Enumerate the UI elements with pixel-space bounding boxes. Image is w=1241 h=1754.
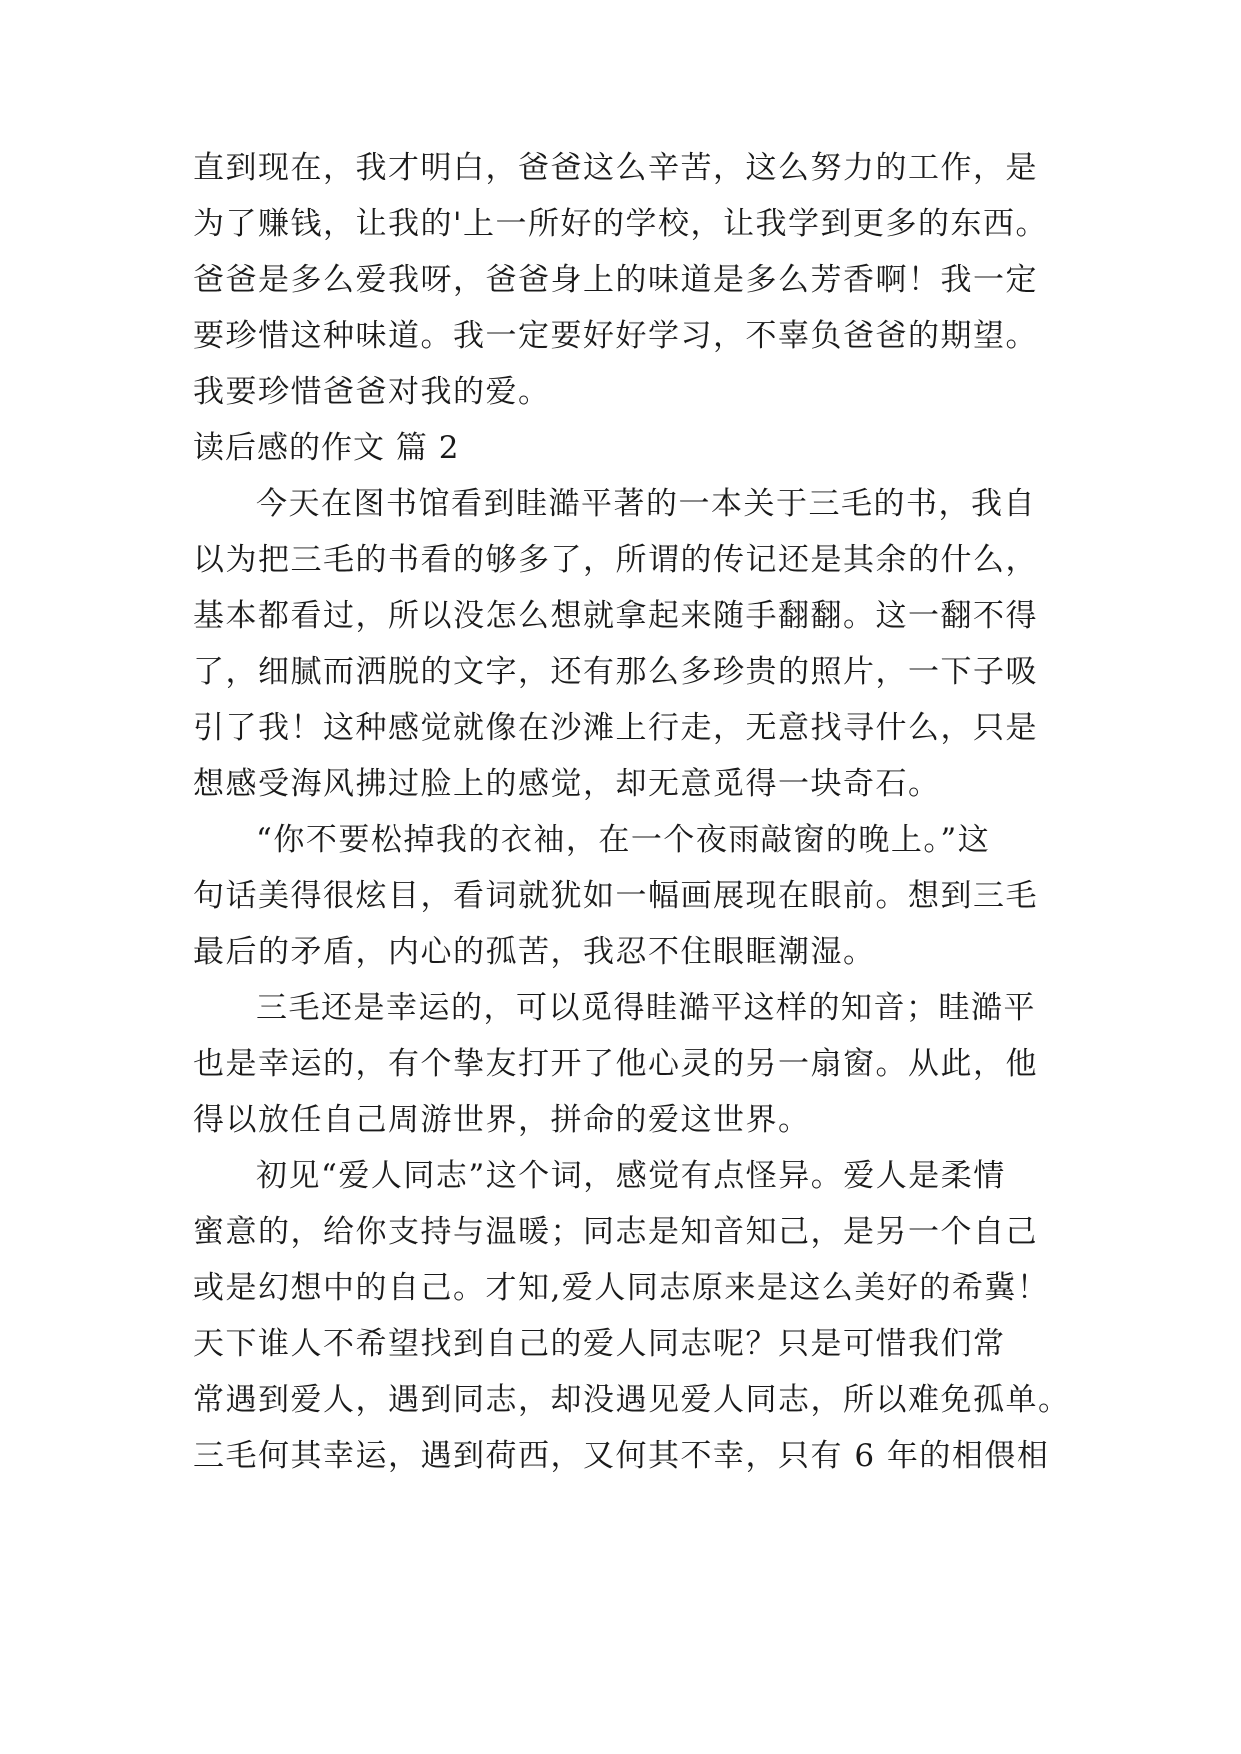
- paragraph-line: 初见“爱人同志”这个词，感觉有点怪异。爱人是柔情: [256, 1158, 1006, 1194]
- paragraph-line: 爸爸是多么爱我呀，爸爸身上的味道是多么芳香啊！我一定: [193, 262, 1038, 298]
- paragraph-line: 得以放任自己周游世界，拼命的爱这世界。: [193, 1102, 811, 1138]
- paragraph-line: 蜜意的，给你支持与温暖；同志是知音知己，是另一个自己: [193, 1214, 1038, 1250]
- paragraph-line: 引了我！这种感觉就像在沙滩上行走，无意找寻什么，只是: [193, 710, 1038, 746]
- paragraph-line: 了，细腻而洒脱的文字，还有那么多珍贵的照片，一下子吸: [193, 654, 1038, 690]
- paragraph-line: 三毛何其幸运，遇到荷西，又何其不幸，只有 6 年的相偎相: [193, 1438, 1050, 1474]
- paragraph-line: 基本都看过，所以没怎么想就拿起来随手翻翻。这一翻不得: [193, 598, 1038, 634]
- paragraph-line: 也是幸运的，有个挚友打开了他心灵的另一扇窗。从此，他: [193, 1046, 1038, 1082]
- section-heading: 读后感的作文 篇 2: [193, 430, 460, 466]
- paragraph-line: 我要珍惜爸爸对我的爱。: [193, 374, 551, 410]
- paragraph-line: 以为把三毛的书看的够多了，所谓的传记还是其余的什么，: [193, 542, 1038, 578]
- paragraph-line: 今天在图书馆看到眭澔平著的一本关于三毛的书，我自: [256, 486, 1036, 522]
- paragraph-line: 直到现在，我才明白，爸爸这么辛苦，这么努力的工作，是: [193, 150, 1038, 186]
- paragraph-line: “你不要松掉我的衣袖，在一个夜雨敲窗的晚上。”这: [256, 822, 991, 858]
- paragraph-line: 天下谁人不希望找到自己的爱人同志呢？只是可惜我们常: [193, 1326, 1006, 1362]
- paragraph-line: 常遇到爱人，遇到同志，却没遇见爱人同志，所以难免孤单。: [193, 1382, 1071, 1418]
- paragraph-line: 句话美得很炫目，看词就犹如一幅画展现在眼前。想到三毛: [193, 878, 1038, 914]
- paragraph-line: 三毛还是幸运的，可以觅得眭澔平这样的知音；眭澔平: [256, 990, 1036, 1026]
- paragraph-line: 想感受海风拂过脸上的感觉，却无意觅得一块奇石。: [193, 766, 941, 802]
- paragraph-line: 或是幻想中的自己。才知,爱人同志原来是这么美好的希冀！: [193, 1270, 1050, 1306]
- paragraph-line: 要珍惜这种味道。我一定要好好学习，不辜负爸爸的期望。: [193, 318, 1038, 354]
- paragraph-line: 为了赚钱，让我的'上一所好的学校，让我学到更多的东西。: [193, 206, 1049, 242]
- paragraph-line: 最后的矛盾，内心的孤苦，我忍不住眼眶潮湿。: [193, 934, 876, 970]
